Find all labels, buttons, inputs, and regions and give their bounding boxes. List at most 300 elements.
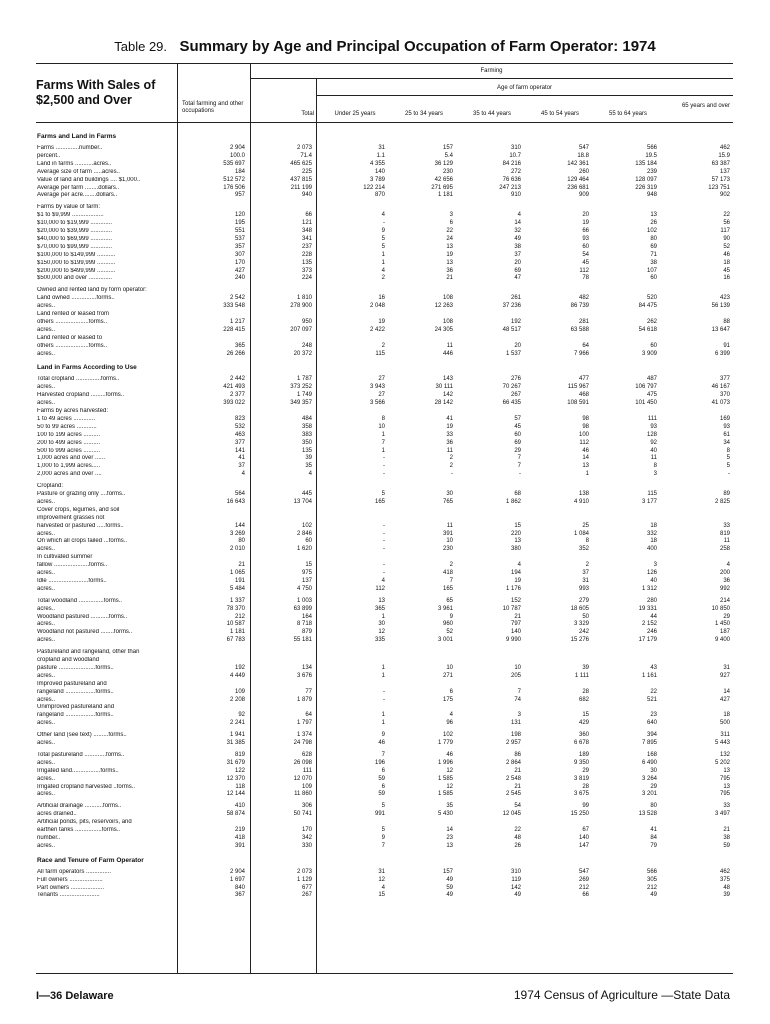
cell-value: 520	[646, 295, 657, 302]
cell-value: 71	[650, 251, 657, 258]
cell-value: 63 588	[570, 326, 589, 333]
cell-value: 49	[446, 892, 453, 899]
cell-value: 261	[510, 295, 521, 302]
row-label: number..	[37, 834, 61, 841]
age-header-2: 25 to 34 years	[404, 111, 444, 117]
cell-value: 484	[301, 415, 312, 422]
table-row	[0, 228, 770, 236]
cell-value: 140	[578, 834, 589, 841]
cell-value: 262	[646, 318, 657, 325]
table-row	[0, 335, 770, 343]
cell-value: 77	[305, 688, 312, 695]
table-row	[0, 637, 770, 645]
cell-value: 84 475	[638, 303, 657, 310]
cell-value: 6 490	[641, 759, 657, 766]
table-row	[0, 295, 770, 303]
cell-value: 93	[723, 423, 730, 430]
cell-value: 37	[514, 251, 521, 258]
cell-value: 307	[234, 251, 245, 258]
cell-value: 69	[514, 267, 521, 274]
cell-value: 367	[234, 892, 245, 899]
cell-value: 566	[646, 145, 657, 151]
cell-value: 1 161	[641, 672, 657, 679]
cell-value: 13	[650, 212, 657, 219]
cell-value: 3 676	[296, 672, 312, 679]
cell-value: 9 350	[573, 759, 589, 766]
cell-value: 84 216	[502, 160, 521, 167]
cell-value: 819	[719, 530, 730, 537]
cell-value: 40	[650, 577, 657, 584]
cell-value: 80	[650, 235, 657, 242]
cell-value: 535 697	[223, 160, 245, 167]
cell-value: 306	[301, 803, 312, 810]
cell-value: 2 864	[505, 759, 521, 766]
cell-value: -	[383, 471, 385, 478]
cell-value: 267	[510, 392, 521, 399]
cell-value: 39	[582, 664, 589, 671]
row-label: Improved pastureland and	[37, 680, 107, 687]
cell-value: 380	[510, 546, 521, 553]
section-heading: Land in Farms According to Use	[37, 364, 137, 372]
cell-value: 421 493	[223, 384, 245, 391]
row-label: Part owners ....................	[37, 884, 105, 891]
age-header-1: Under 25 years	[334, 111, 376, 117]
row-label: acres..	[37, 621, 56, 628]
cell-value: 7	[517, 688, 521, 695]
cell-value: 24 798	[293, 740, 312, 746]
row-label: $150,000 to $199,999 ...........	[37, 259, 116, 266]
cell-value: 1 176	[505, 585, 521, 592]
cell-value: 47	[514, 275, 521, 282]
cell-value: 36	[446, 439, 453, 446]
cell-value: 142	[442, 392, 453, 399]
cell-value: 38	[514, 243, 521, 250]
cell-value: 21	[723, 827, 730, 833]
cell-value: 352	[578, 546, 589, 553]
cell-value: 4	[517, 562, 521, 569]
cell-value: 310	[510, 145, 521, 151]
row-label: acres..	[37, 605, 56, 612]
table-row	[0, 784, 770, 792]
cell-value: 1	[381, 712, 385, 719]
cell-value: 13	[582, 463, 589, 470]
cell-value: 169	[719, 415, 730, 422]
cell-value: 2	[381, 275, 385, 282]
cell-value: 41	[650, 827, 657, 833]
cell-value: 17 179	[638, 637, 657, 644]
table-row	[0, 578, 770, 586]
cell-value: 140	[510, 629, 521, 636]
table-number: Table 29.	[114, 39, 168, 54]
cell-value: 196	[374, 759, 385, 766]
row-label: 1 to 49 acres .............	[37, 415, 96, 422]
cell-value: 15	[514, 522, 521, 529]
row-label: acres..	[37, 696, 56, 703]
cell-value: 16 643	[226, 498, 245, 505]
cell-value: 200	[719, 570, 730, 576]
row-label: Other land (see text) .........forms..	[37, 732, 127, 739]
cell-value: 4	[726, 562, 730, 569]
cell-value: 108 591	[567, 400, 589, 407]
cell-value: 330	[301, 842, 312, 849]
cell-value: 4	[381, 267, 385, 274]
cell-value: 49	[514, 235, 521, 242]
cell-value: 239	[646, 168, 657, 175]
cell-value: 123 751	[708, 184, 730, 191]
cell-value: 46	[723, 251, 730, 258]
cell-value: 1 697	[229, 876, 245, 883]
row-label: 100 to 199 acres ..........	[37, 431, 101, 438]
table-row	[0, 432, 770, 440]
cell-value: 131	[510, 720, 521, 727]
cell-value: 50	[582, 613, 589, 620]
table-row	[0, 586, 770, 594]
cell-value: 2 422	[369, 326, 385, 333]
cell-value: 29	[650, 783, 657, 790]
cell-value: 175	[442, 696, 453, 703]
cell-value: 7	[381, 842, 385, 849]
table-row	[0, 252, 770, 260]
cell-value: 3	[653, 471, 657, 478]
cell-value: 170	[301, 827, 312, 833]
cell-value: 1 797	[296, 720, 312, 727]
cell-value: 3 329	[573, 621, 589, 628]
cell-value: 22	[446, 228, 453, 234]
cell-value: 5	[381, 235, 385, 242]
cell-value: 468	[578, 392, 589, 399]
cell-value: 13	[446, 243, 453, 250]
row-label: Total cropland ...............forms..	[37, 376, 120, 383]
cell-value: 108	[442, 295, 453, 302]
cell-value: 19	[446, 423, 453, 430]
table-row	[0, 275, 770, 283]
row-label: 500 to 999 acres ..........	[37, 447, 101, 454]
cell-value: 5	[381, 243, 385, 250]
cell-value: 6	[381, 767, 385, 774]
row-label: Harvested cropland .........forms..	[37, 392, 125, 399]
cell-value: 537	[234, 235, 245, 242]
cell-value: 118	[235, 783, 245, 790]
cell-value: 122	[234, 767, 245, 774]
cell-value: -	[519, 471, 521, 478]
row-label: $100,000 to $149,999 ...........	[37, 251, 116, 258]
cell-value: 278 900	[290, 303, 312, 310]
cell-value: 477	[578, 376, 589, 383]
cell-value: 71.4	[300, 152, 312, 159]
cell-value: 211 199	[290, 184, 312, 191]
cell-value: 1	[381, 447, 385, 454]
cell-value: 80	[238, 538, 245, 545]
cell-value: 2	[449, 455, 453, 462]
table-row	[0, 835, 770, 843]
cell-value: 512 572	[223, 176, 245, 183]
cell-value: 230	[442, 546, 453, 553]
cell-value: 1 337	[229, 597, 245, 604]
row-label: acres drained..	[37, 811, 77, 818]
cell-value: 38	[650, 259, 657, 266]
cell-value: 13 704	[293, 498, 312, 505]
cell-value: 16	[378, 295, 385, 302]
cell-value: 11	[723, 538, 730, 545]
table-row	[0, 236, 770, 244]
cell-value: 258	[719, 546, 730, 553]
cell-value: -	[728, 471, 730, 478]
cell-value: 305	[646, 876, 657, 883]
cell-value: 66	[582, 228, 589, 234]
table-row	[0, 606, 770, 614]
publication-title: 1974 Census of Agriculture —State Data	[513, 988, 730, 1002]
cell-value: 248	[301, 342, 312, 349]
cell-value: 4	[449, 712, 453, 719]
cell-value: 840	[234, 884, 245, 891]
cell-value: 797	[510, 621, 521, 628]
cell-value: 18	[723, 259, 730, 266]
table-row	[0, 311, 770, 319]
cell-value: 78 370	[226, 605, 245, 612]
cell-value: 80	[650, 803, 657, 810]
cell-value: 15	[378, 892, 385, 899]
cell-value: 3 819	[573, 775, 589, 782]
cell-value: 191	[234, 577, 245, 584]
cell-value: 23	[446, 834, 453, 841]
cell-value: 365	[234, 342, 245, 349]
cell-value: 194	[510, 570, 521, 576]
cell-value: 33	[723, 522, 730, 529]
cell-value: 214	[719, 597, 730, 604]
table-row	[0, 424, 770, 432]
row-label: 200 to 499 acres ..........	[37, 439, 101, 446]
cell-value: 5.4	[444, 152, 453, 159]
cell-value: 28 142	[434, 400, 453, 407]
table-row	[0, 877, 770, 885]
cell-value: 31	[378, 868, 385, 875]
cell-value: 60	[514, 431, 521, 438]
row-label: rangeland ..................forms..	[37, 712, 114, 719]
cell-value: -	[383, 530, 385, 537]
cell-value: 9	[449, 613, 453, 620]
cell-value: 5	[726, 455, 730, 462]
cell-value: 192	[510, 318, 521, 325]
cell-value: 9	[381, 834, 385, 841]
cell-value: 551	[234, 228, 245, 234]
row-label: acres..	[37, 791, 56, 798]
cell-value: 152	[510, 597, 521, 604]
row-label: Farms ..............number..	[37, 145, 103, 151]
table-row	[0, 384, 770, 392]
cell-value: 909	[578, 192, 589, 199]
row-label: Woodland pastured ...........forms..	[37, 613, 128, 620]
cell-value: 349 357	[290, 400, 312, 407]
cell-value: 20	[582, 212, 589, 219]
cell-value: -	[383, 570, 385, 576]
cell-value: 26	[650, 220, 657, 227]
cell-value: 189	[578, 751, 589, 758]
cell-value: 109	[234, 688, 245, 695]
cell-value: 2 548	[505, 775, 521, 782]
cell-value: 205	[510, 672, 521, 679]
cell-value: 1 620	[296, 546, 312, 553]
cell-value: 106 797	[635, 384, 657, 391]
cell-value: 24 305	[434, 326, 453, 333]
cell-value: 375	[719, 876, 730, 883]
cell-value: 11	[446, 342, 453, 349]
cell-value: 3	[517, 712, 521, 719]
cell-value: 21	[514, 613, 521, 620]
cell-value: 950	[301, 318, 312, 325]
row-label: acres..	[37, 672, 56, 679]
cell-value: 112	[375, 585, 385, 592]
row-label: acres..	[37, 384, 56, 391]
row-label: Pasture or grazing only ....forms..	[37, 491, 126, 497]
cell-value: 120	[234, 212, 245, 219]
cell-value: 143	[442, 376, 453, 383]
cell-value: 279	[578, 597, 589, 604]
row-label: 50 to 99 acres ............	[37, 423, 97, 430]
cell-value: 902	[719, 192, 730, 199]
table-row	[0, 392, 770, 400]
cell-value: 18 605	[570, 605, 589, 612]
table-row	[0, 629, 770, 637]
table-row	[0, 177, 770, 185]
cell-value: 30	[650, 767, 657, 774]
cell-value: 3	[653, 562, 657, 569]
cell-value: 41 073	[711, 400, 730, 407]
cell-value: 38	[723, 834, 730, 841]
table-row	[0, 768, 770, 776]
cell-value: 3 177	[641, 498, 657, 505]
cell-value: 4	[517, 212, 521, 219]
cell-value: 765	[442, 498, 453, 505]
table-row	[0, 507, 770, 515]
cell-value: 429	[578, 720, 589, 727]
cell-value: 400	[646, 546, 657, 553]
cell-value: 67	[582, 827, 589, 833]
cell-value: 18	[723, 712, 730, 719]
cell-value: 24	[446, 235, 453, 242]
cell-value: 41	[238, 455, 245, 462]
row-label: percent..	[37, 152, 61, 159]
cell-value: 13	[446, 842, 453, 849]
cell-value: 59	[723, 842, 730, 849]
cell-value: 14	[446, 827, 453, 833]
cell-value: 108	[442, 318, 453, 325]
cell-value: 418	[442, 570, 453, 576]
cell-value: 64	[305, 712, 312, 719]
cell-value: 1 787	[296, 376, 312, 383]
table-row	[0, 538, 770, 546]
cell-value: 19.5	[645, 152, 657, 159]
cell-value: 69	[514, 439, 521, 446]
cell-value: 1 779	[437, 740, 453, 746]
cell-value: 60	[582, 243, 589, 250]
cell-value: 18	[650, 522, 657, 529]
table-row	[0, 819, 770, 827]
cell-value: 4 449	[229, 672, 245, 679]
row-label: acres..	[37, 350, 56, 357]
row-label: Farms by acres harvested:	[37, 408, 109, 414]
table-row	[0, 843, 770, 851]
cell-value: 224	[301, 275, 312, 282]
cell-value: 126	[646, 570, 657, 576]
row-label: $200,000 to $499,999 ...........	[37, 267, 116, 274]
cell-value: 3 961	[437, 605, 453, 612]
cell-value: 26 098	[293, 759, 312, 766]
cell-value: 50 741	[293, 811, 312, 818]
cell-value: 176 506	[223, 184, 245, 191]
row-label: 1,000 acres and over ......	[37, 455, 106, 462]
cell-value: 271 695	[431, 184, 453, 191]
cell-value: 310	[510, 868, 521, 875]
cell-value: 29	[582, 767, 589, 774]
cell-value: 1	[381, 664, 385, 671]
cell-value: 228 415	[223, 326, 245, 333]
table-row	[0, 376, 770, 384]
cell-value: 445	[301, 491, 312, 497]
cell-value: 121	[301, 220, 312, 227]
row-label: Unimproved pastureland and	[37, 704, 115, 711]
cell-value: 5 202	[714, 759, 730, 766]
cell-value: 1 879	[296, 696, 312, 703]
cell-value: 9 990	[505, 637, 521, 644]
row-label: Cropland:	[37, 483, 64, 490]
cell-value: 237	[301, 243, 312, 250]
cell-value: 29	[514, 447, 521, 454]
cell-value: 39	[305, 455, 312, 462]
cell-value: 102	[442, 732, 453, 739]
cell-value: 4	[381, 577, 385, 584]
cell-value: -	[383, 522, 385, 529]
cell-value: 7	[517, 463, 521, 470]
table-row	[0, 463, 770, 471]
cell-value: 1 450	[714, 621, 730, 628]
cell-value: 21	[446, 275, 453, 282]
table-row	[0, 204, 770, 212]
row-label: Average per farm ........dollars..	[37, 184, 120, 191]
cell-value: 2 545	[505, 791, 521, 798]
cell-value: 348	[301, 228, 312, 234]
cell-value: 437 815	[290, 176, 312, 183]
cell-value: 15.9	[718, 152, 730, 159]
cell-value: 2 073	[296, 868, 312, 875]
cell-value: 6 399	[714, 350, 730, 357]
cell-value: 12 370	[226, 775, 245, 782]
cell-value: 57 173	[711, 176, 730, 183]
cell-value: 240	[234, 275, 245, 282]
cell-value: 3 789	[369, 176, 385, 183]
cell-value: 78	[582, 275, 589, 282]
cell-value: 246	[646, 629, 657, 636]
cell-value: 13	[723, 767, 730, 774]
cell-value: 107	[646, 267, 657, 274]
cell-value: 88	[723, 318, 730, 325]
table-row	[0, 621, 770, 629]
cell-value: 1 585	[437, 791, 453, 798]
cell-value: 35	[446, 803, 453, 810]
cell-value: 19	[446, 251, 453, 258]
cell-value: 2 904	[229, 868, 245, 875]
cell-value: 15 276	[570, 637, 589, 644]
cell-value: 48	[514, 834, 521, 841]
cell-value: 56	[723, 220, 730, 227]
cell-value: 564	[234, 491, 245, 497]
cell-value: 98	[582, 415, 589, 422]
cell-value: 3 675	[573, 791, 589, 798]
cell-value: 41	[446, 415, 453, 422]
table-row	[0, 697, 770, 705]
cell-value: 311	[720, 732, 730, 739]
cell-value: 391	[442, 530, 453, 537]
cell-value: 2 846	[296, 530, 312, 537]
